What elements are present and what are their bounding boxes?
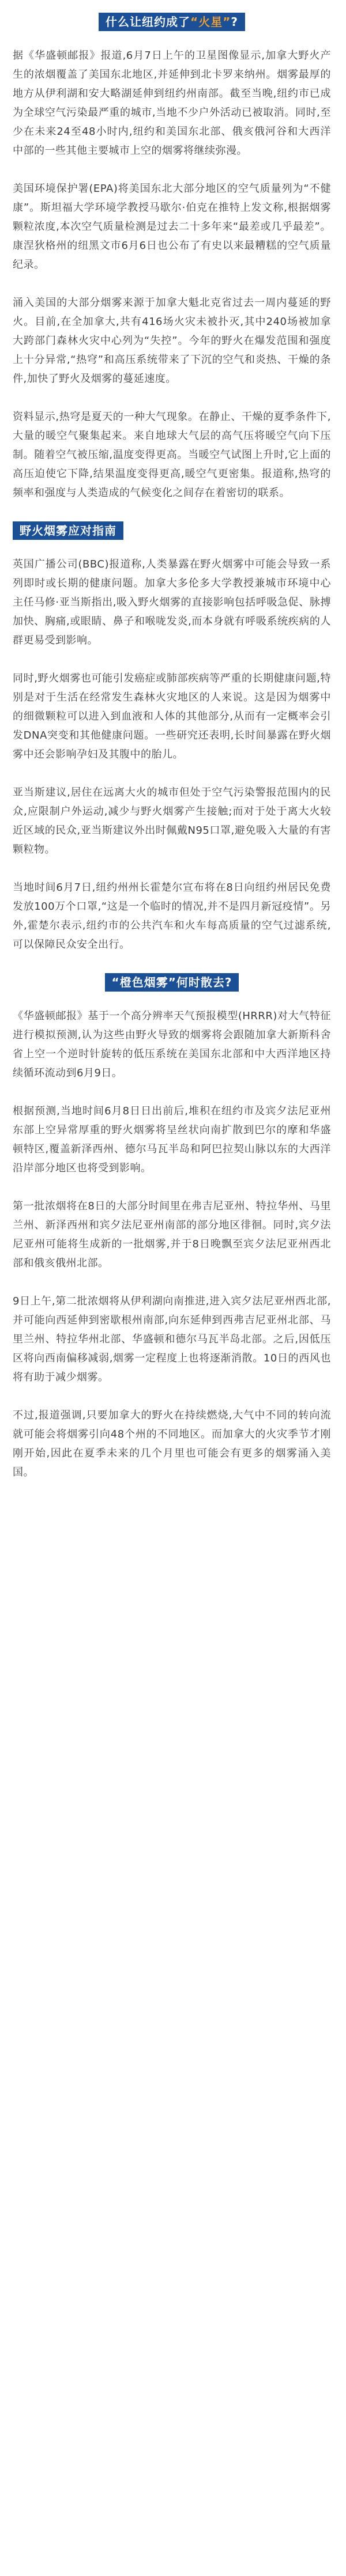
paragraph: 据《华盛顿邮报》报道,6月7日上午的卫星图像显示,加拿大野火产生的浓烟覆盖了美国东北地区,并延伸到北卡罗来纳州。烟雾最厚的地方从伊利湖和安大略湖延伸到纽约州南部。截至当晚,纽约市已成为全球空气污染最严重的城市,当地不少户外活动已被取消。同时,至少在未来24至48小时内,纽约和美国东北部、俄亥俄河谷和大西洋中部的一些其他主要城市上空的烟雾将继续弥漫。: [13, 50, 331, 157]
section-header-3: [13, 973, 331, 992]
paragraph: 第一批浓烟将在8日的大部分时间里在弗吉尼亚州、特拉华州、马里兰州、新泽西州和宾夕法尼亚州南部的部分地区徘徊。同时,宾夕法尼亚州可能将生成新的一批烟雾,并于8日晚飘至宾夕法尼亚州西北部和俄亥俄州北部。: [13, 1200, 331, 1269]
paragraph: 资料显示,热穹是夏天的一种大气现象。在静止、干燥的夏季条件下,大量的暖空气聚集起来。来自地球大气层的高气压将暖空气向下压制。随着空气被压缩,温度变得更高。当暖空气试图上升时,它上面的高压迫使它下降,结果温度变得更高,暖空气更密集。报道称,热穹的频率和强度与人类造成的气候变化之间存在着密切的联系。: [13, 411, 331, 499]
paragraph: 当地时间6月7日,纽约州州长霍楚尔宣布将在8日向纽约州居民免费发放100万个口罩,“这是一个临时的情况,并不是四月新冠疫情”。另外,霍楚尔表示,纽约市的公共汽车和火车每高质量的空气过滤系统,可以保障民众安全出行。: [13, 882, 331, 951]
section-header-2: [13, 521, 331, 540]
paragraph: 涌入美国的大部分烟雾来源于加拿大魁北克省过去一周内蔓延的野火。目前,在全加拿大,共有416场火灾未被扑灭,其中240场被加拿大跨部门森林火灾中心列为“失控”。今年的野火在爆发范围和强度上十分异常,“热穹”和高压系统带来了下沉的空气和炎热、干燥的条件,加快了野火及烟雾的蔓延速度。: [13, 297, 331, 385]
section-title-orange-smoke: “橙色烟雾”何时散去?: [105, 973, 239, 992]
paragraph: 不过,报道强调,只要加拿大的野火在持续燃烧,大气中不同的转向流就可能会将烟雾引向48个州的不同地区。而加拿大的火灾季节才刚刚开始,因此在夏季未来的几个月里也可能会有更多的烟雾涌入美国。: [13, 1409, 331, 1478]
paragraph: 同时,野火烟雾也可能引发癌症或肺部疾病等严重的长期健康问题,特别是对于生活在经常发生森林火灾地区的人来说。这是因为烟雾中的细微颗粒可以进入到血液和人体的其他部分,从而有一定概率会引发DNA突变和其他健康问题。一些研究还表明,长时间暴露在野火烟雾中还会影响孕妇及其腹中的胎儿。: [13, 672, 331, 761]
section-title-guide: 野火烟雾应对指南: [13, 521, 123, 540]
paragraph: 美国环境保护署(EPA)将美国东北大部分地区的空气质量列为“不健康”。斯坦福大学环境学教授马歇尔·伯克在推特上发文称,根据烟雾颗粒浓度,本次空气质量检测是过去二十多年来“最差或几乎最差”。康涅狄格州的纽黑文市6月6日也公布了有史以来最糟糕的空气质量纪录。: [13, 183, 331, 271]
section-header-1: [13, 13, 331, 31]
paragraph: 9日上午,第二批浓烟将从伊利湖向南推进,进入宾夕法尼亚州西北部,并可能向西延伸到密歇根州南部,向东延伸到西弗吉尼亚州北部、马里兰州、特拉华州北部、华盛顿和德尔马瓦半岛北部。之后,因低压区将向西南偏移减弱,烟雾一定程度上也将逐渐消散。10日的西风也将有助于减少烟雾。: [13, 1295, 331, 1383]
title-suffix: ?: [231, 15, 238, 29]
title-prefix: 什么让纽约成了: [106, 15, 191, 29]
paragraph: 英国广播公司(BBC)报道称,人类暴露在野火烟雾中可能会导致一系列即时或长期的健康问题。加拿大多伦多大学教授兼城市环境中心主任马修·亚当斯指出,吸入野火烟雾的直接影响包括呼吸急促、脉搏加快、胸痛,或眼睛、鼻子和喉咙发炎,而本身就有呼吸系统疾病的人群更易受到影响。: [13, 558, 331, 646]
paragraph: 亚当斯建议,居住在远离大火的城市但处于空气污染警报范围内的民众,应限制户外运动,减少与野火烟雾产生接触;而对于处于离大火较近区域的民众,亚当斯建议外出时佩戴N95口罩,避免吸入大量的有害颗粒物。: [13, 786, 331, 856]
paragraph: 根据预测,当地时间6月8日日出前后,堆积在纽约市及宾夕法尼亚州东部上空异常厚重的野火烟雾将呈丝状向南扩散到巴尔的摩和华盛顿特区,覆盖新泽西州、德尔马瓦半岛和阿巴拉契山脉以东的大西洋沿岸部分地区也将受到影响。: [13, 1105, 331, 1174]
title-accent: “火星”: [190, 15, 231, 29]
section-title-mars: [99, 13, 245, 31]
paragraph: 《华盛顿邮报》基于一个高分辨率天气预报模型(HRRR)对大气特征进行模拟预测,认为这些由野火导致的烟雾将会跟随加拿大新斯科舍省上空一个逆时针旋转的低压系统在美国东北部和中大西洋地区持续循环流动到6月9日。: [13, 1010, 331, 1079]
